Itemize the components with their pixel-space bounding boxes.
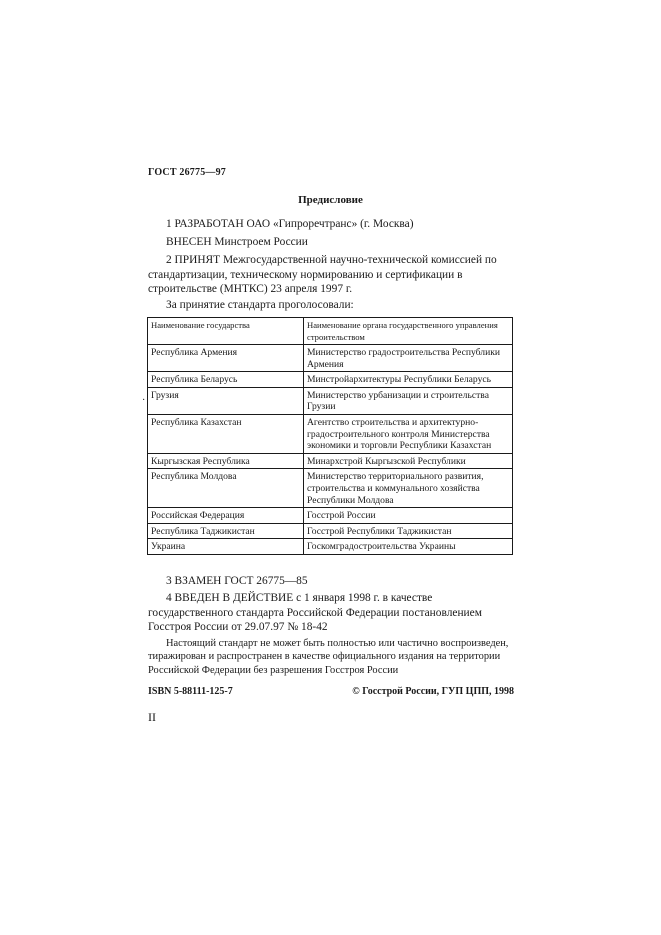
table-row <box>148 414 513 453</box>
table-row <box>148 469 513 508</box>
clause-developed: 1 РАЗРАБОТАН ОАО «Гипроречтранс» (г. Москва) <box>166 218 414 230</box>
authority-cell: Министерство урбанизации и строительства Грузии <box>304 387 513 414</box>
state-cell: Республика Армения <box>148 345 304 372</box>
states-table <box>147 317 513 555</box>
state-cell: Кыргызская Республика <box>148 453 304 469</box>
reproduction-notice: Настоящий стандарт не может быть полностью или частично воспроизведен, тиражирован и распространен в качестве официального издания на территории Российской Федерации без разрешения Госстроя России <box>148 638 509 676</box>
gost-code: ГОСТ 26775—97 <box>148 167 227 178</box>
authority-cell: Министерство градостроительства Республики Армения <box>304 345 513 372</box>
clause-voted: За принятие стандарта проголосовали: <box>166 299 354 311</box>
table-row <box>148 387 513 414</box>
state-cell: Грузия <box>148 387 304 414</box>
copyright: © Госстрой России, ГУП ЦПП, 1998 <box>352 686 514 697</box>
clause-replaced: 3 ВЗАМЕН ГОСТ 26775—85 <box>166 575 308 587</box>
authority-cell: Госстрой России <box>304 508 513 524</box>
authority-cell: Минстройархитектуры Республики Беларусь <box>304 372 513 388</box>
table-row <box>148 453 513 469</box>
table-row <box>148 345 513 372</box>
authority-cell: Агентство строительства и архитектурно-градостроительного контроля Министерства экономики и торговли Республики Казахстан <box>304 414 513 453</box>
scan-mark: · <box>142 395 146 406</box>
state-cell: Республика Таджикистан <box>148 523 304 539</box>
table-row <box>148 508 513 524</box>
authority-cell: Минархстрой Кыргызской Республики <box>304 453 513 469</box>
isbn: ISBN 5-88111-125-7 <box>148 686 233 697</box>
authority-cell: Госкомградостроительства Украины <box>304 539 513 555</box>
clause-effective: 4 ВВЕДЕН В ДЕЙСТВИЕ с 1 января 1998 г. в качестве государственного стандарта Российской Федерации постановлением Госстроя России от 29.07.97 № 18-42 <box>148 592 482 633</box>
state-cell: Республика Беларусь <box>148 372 304 388</box>
table-row <box>148 523 513 539</box>
table-header-row <box>148 318 513 345</box>
column-header-state: Наименование государства <box>148 318 304 345</box>
section-title: Предисловие <box>298 194 363 206</box>
table-row <box>148 539 513 555</box>
table-row <box>148 372 513 388</box>
state-cell: Республика Молдова <box>148 469 304 508</box>
page-number: II <box>148 710 156 724</box>
clause-adopted: 2 ПРИНЯТ Межгосударственной научно-технической комиссией по стандартизации, техническому нормированию и сертификации в строительстве (МНТКС) 23 апреля 1997 г. <box>148 254 497 295</box>
column-header-authority: Наименование органа государственного управления строительством <box>304 318 513 345</box>
authority-cell: Госстрой Республики Таджикистан <box>304 523 513 539</box>
authority-cell: Министерство территориального развития, строительства и коммунального хозяйства Республики Молдова <box>304 469 513 508</box>
clause-introduced: ВНЕСЕН Минстроем России <box>166 236 308 248</box>
state-cell: Украина <box>148 539 304 555</box>
state-cell: Республика Казахстан <box>148 414 304 453</box>
state-cell: Российская Федерация <box>148 508 304 524</box>
